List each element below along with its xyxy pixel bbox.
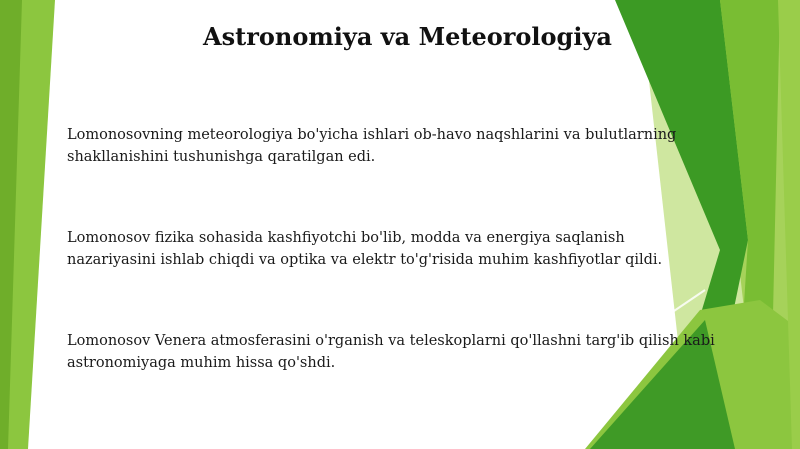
paragraph-meteorology: Lomonosovning meteorologiya bo'yicha ishlari ob-havo naqshlarini va bulutlarning shakllanishini tushunishga qaratilgan edi. <box>67 127 677 165</box>
paragraph-physics: Lomonosov fizika sohasida kashfiyotchi bo'lib, modda va energiya saqlanish nazariyasini ishlab chiqdi va optika va elektr to'g'risida muhim kashfiyotlar qildi. <box>67 230 663 268</box>
paragraph-astronomy: Lomonosov Venera atmosferasini o'rganish va teleskoplarni qo'llashni targ'ib qilish kabi astronomiyaga muhim hissa qo'shdi. <box>67 333 715 371</box>
slide-title: Astronomiya va Meteorologiya <box>203 22 612 51</box>
